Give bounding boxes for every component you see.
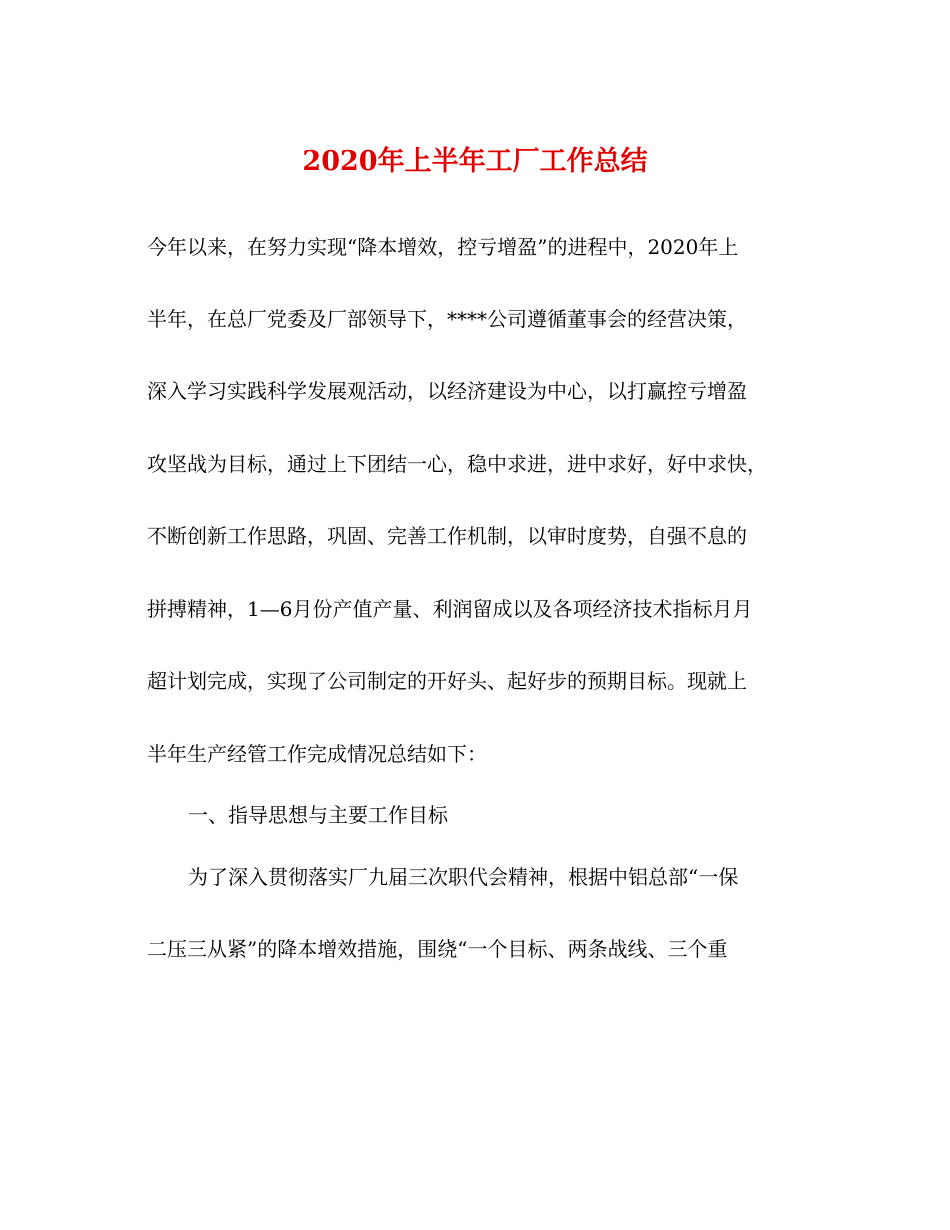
paragraph-line: 拼搏精神，1—6月份产值产量、利润留成以及各项经济技术指标月月 xyxy=(147,597,753,621)
paragraph-line: 超计划完成，实现了公司制定的开好头、起好步的预期目标。现就上 xyxy=(147,669,747,693)
paragraph-line: 深入学习实践科学发展观活动，以经济建设为中心，以打赢控亏增盈 xyxy=(147,379,747,403)
paragraph-line: 半年，在总厂党委及厂部领导下，****公司遵循董事会的经营决策， xyxy=(147,307,747,331)
paragraph-line: 半年生产经管工作完成情况总结如下： xyxy=(147,742,487,766)
paragraph-line: 攻坚战为目标，通过上下团结一心，稳中求进，进中求好，好中求快， xyxy=(147,452,767,476)
paragraph-line: 今年以来，在努力实现“降本增效，控亏增盈”的进程中，2020年上 xyxy=(147,235,739,259)
document-title: 2020年上半年工厂工作总结 xyxy=(302,146,648,177)
paragraph-line: 为了深入贯彻落实厂九届三次职代会精神，根据中铝总部“一保 xyxy=(188,865,739,889)
paragraph-line: 不断创新工作思路，巩固、完善工作机制，以审时度势，自强不息的 xyxy=(147,524,747,548)
section-heading: 一、指导思想与主要工作目标 xyxy=(188,803,448,827)
paragraph-line: 二压三从紧”的降本增效措施，围绕“一个目标、两条战线、三个重 xyxy=(147,937,728,961)
